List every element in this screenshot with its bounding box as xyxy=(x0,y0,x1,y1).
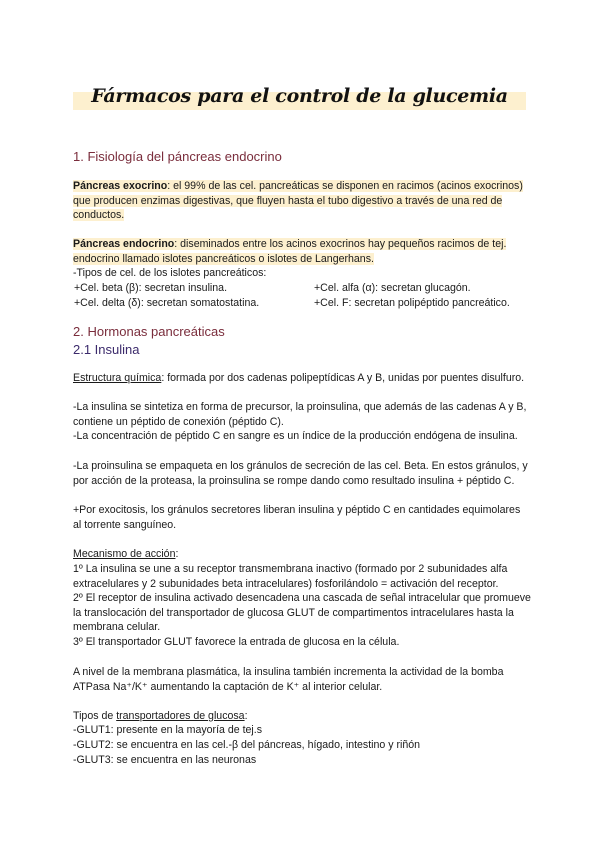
section-1-heading: 1. Fisiología del páncreas endocrino xyxy=(73,149,282,164)
label-mecanismo-colon: : xyxy=(175,548,179,560)
text-pancreas-endocrino: : diseminados entre los acinos exocrinos hay pequeños racimos de tej. endocrino llamado islotes pancreáticos o islotes de Langerhans. xyxy=(73,238,507,265)
islet-type-f: +Cel. F: secretan polipéptido pancreático. xyxy=(314,297,510,309)
mech-point-1: 1º La insulina se une a su receptor transmembrana inactivo (formado por 2 subunidades alfa extracelulares y 2 subunidades beta intracelulares) fosforilándolo = activación del receptor. xyxy=(73,563,508,590)
mech-point-2: 2º El receptor de insulina activado desencadena una cascada de señal intracelular que promueve la translocación del transportador de glucosa GLUT de compartimentos intracelulares hasta la membrana celular. xyxy=(73,592,531,634)
paragraph-estructura xyxy=(73,371,531,386)
term-pancreas-exocrino: Páncreas exocrino xyxy=(73,180,168,192)
paragraph-pancreas-endocrino xyxy=(73,237,531,266)
struct-point-4: +Por exocitosis, los gránulos secretores liberan insulina y péptido C en cantidades equimolares al torrente sanguíneo. xyxy=(73,504,521,531)
text-estructura-quimica: : formada por dos cadenas polipeptídicas A y B, unidas por puentes disulfuro. xyxy=(161,372,525,384)
islet-types-row-2 xyxy=(74,296,534,311)
mech-point-3: 3º El transportador GLUT favorece la entrada de glucosa en la célula. xyxy=(73,636,400,648)
section-2-heading: 2. Hormonas pancreáticas xyxy=(73,324,225,339)
paragraph-pancreas-exocrino xyxy=(73,179,531,223)
glut-item-2: -GLUT2: se encuentra en las cel.-β del páncreas, hígado, intestino y riñón xyxy=(73,739,421,751)
section-2-1-heading: 2.1 Insulina xyxy=(73,342,140,357)
paragraph-mecanismo-label xyxy=(73,547,531,562)
islet-type-delta: +Cel. delta (δ): secretan somatostatina. xyxy=(74,297,260,309)
islet-types-intro: -Tipos de cel. de los islotes pancreáticos: xyxy=(73,267,267,279)
struct-point-2: -La concentración de péptido C en sangre es un índice de la producción endógena de insulina. xyxy=(73,430,518,442)
islet-types-row-1 xyxy=(74,281,534,296)
glut-item-1: -GLUT1: presente en la mayoría de tej.s xyxy=(73,724,263,736)
islet-type-alfa: +Cel. alfa (α): secretan glucagón. xyxy=(314,282,471,294)
glut-item-3: -GLUT3: se encuentra en las neuronas xyxy=(73,754,257,766)
label-mecanismo-accion: Mecanismo de acción xyxy=(73,548,176,560)
glut-intro xyxy=(73,709,531,724)
page-title: Fármacos para el control de la glucemia xyxy=(91,85,508,107)
term-pancreas-endocrino: Páncreas endocrino xyxy=(73,238,175,250)
struct-point-3: -La proinsulina se empaqueta en los gránulos de secreción de las cel. Beta. En estos gránulos, y por acción de la proteasa, la proinsulina se rompe dando como resultado insulina + péptido C. xyxy=(73,460,528,487)
glut-intro-suffix: : xyxy=(244,710,248,722)
struct-point-1: -La insulina se sintetiza en forma de precursor, la proinsulina, que además de las cadenas A y B, contiene un péptido de conexión (péptido C). xyxy=(73,401,527,428)
glut-intro-prefix: Tipos de xyxy=(73,710,117,722)
label-transportadores-glucosa: transportadores de glucosa xyxy=(116,710,245,722)
paragraph-atpasa: A nivel de la membrana plasmática, la insulina también incrementa la actividad de la bomba ATPasa Na⁺/K⁺ aumentando la captación de K⁺ al interior celular. xyxy=(73,666,504,693)
label-estructura-quimica: Estructura química xyxy=(73,372,162,384)
text-pancreas-exocrino: : el 99% de las cel. pancreáticas se disponen en racimos (acinos exocrinos) que producen enzimas digestivas, que fluyen hasta el tubo digestivo a través de una red de conductos. xyxy=(73,180,523,222)
islet-type-beta: +Cel. beta (β): secretan insulina. xyxy=(74,282,228,294)
